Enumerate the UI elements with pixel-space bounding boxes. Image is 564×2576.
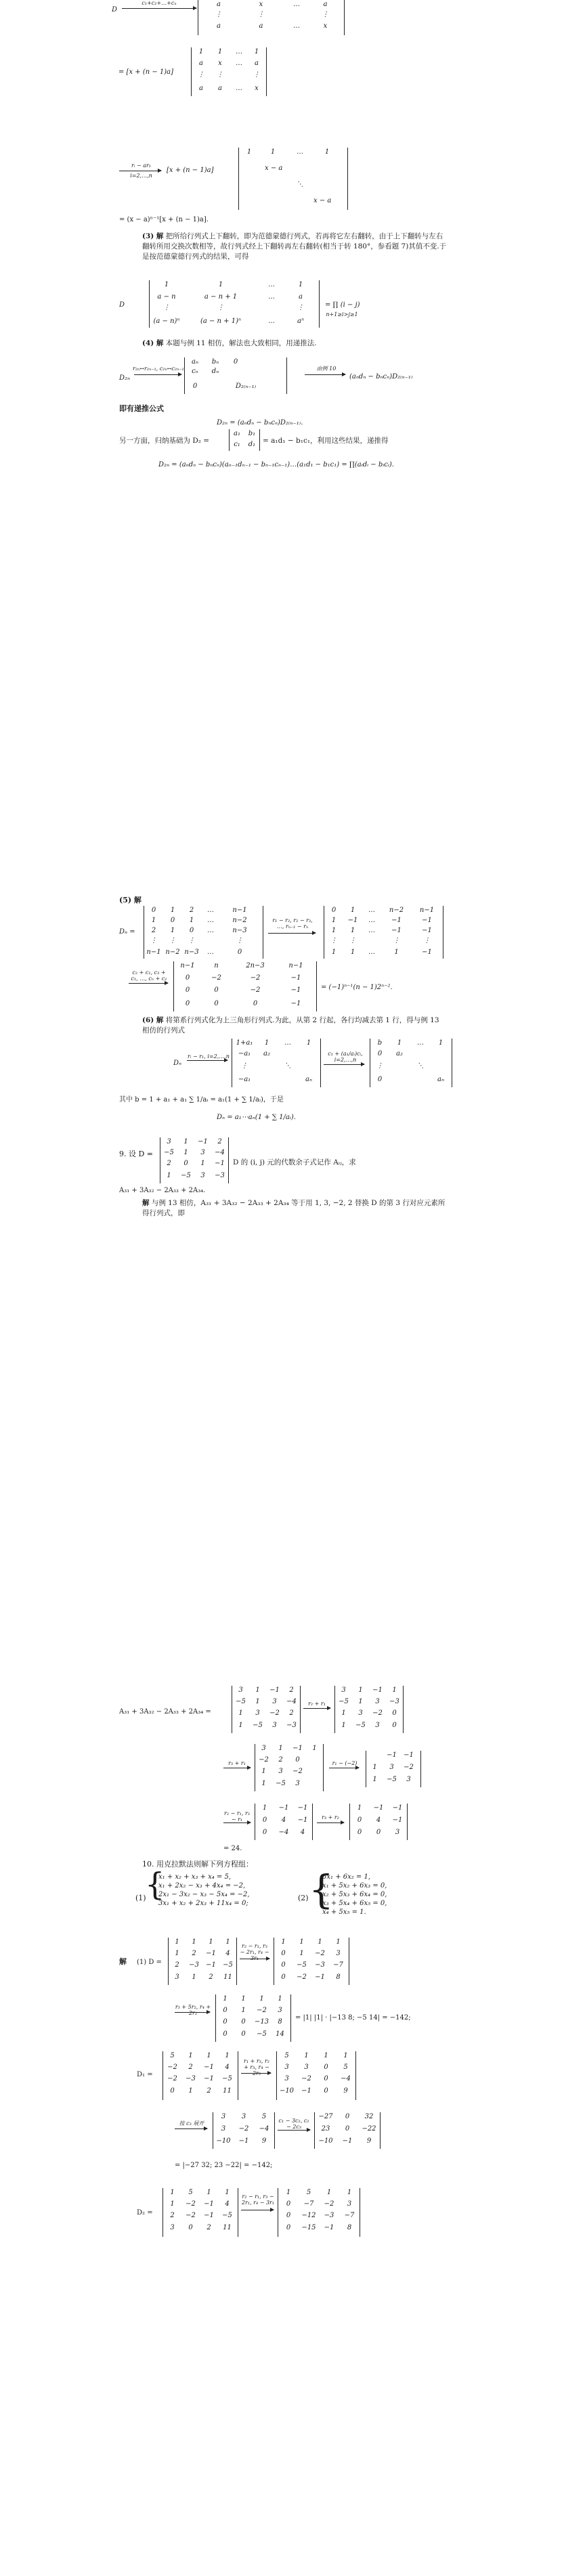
matrix: 1 1 … 1 a x … a ⋮ ⋮ ⋮ a a … x [191, 47, 267, 96]
part-6: (6) 解 将第系行列式化为上三角形行列式.为此，从第 2 行起，各行均减去第 1 行，得与例 13 相仿的行列式 [142, 1016, 439, 1034]
matrix: 0 1 … n−2 n−1 1 −1 … −1 −1 1 1 … −1 −1 ⋮ ⋮ ⋮ ⋮ 1 1 … 1 −1 [324, 906, 443, 959]
part-3: (3) 解 把所给行列式上下翻转，即为范德蒙德行列式，若再将它左右翻转，由于上下翻转与左右翻转所用交换次数相等，故行列式经上下翻转再左右翻转(相当于转 180°，参看题 7)其值不变.于是按范德蒙德行列式的结果，可得 [142, 232, 447, 261]
matrix: 1 1 1 1 1 2 −1 4 2 −3 −1 −5 3 1 2 11 [168, 1938, 237, 1985]
p6-lhs: Dₙ [173, 1060, 182, 1067]
arrow [324, 1064, 364, 1065]
calc9-result: = 24. [223, 1845, 242, 1852]
op2b: i=2,…,n [130, 173, 152, 179]
matrix: 1 1 1 1 0 1 −2 3 0 0 −13 8 0 0 −5 14 [215, 1994, 291, 2042]
arrow [187, 1060, 227, 1061]
matrix: 1+a₁ 1 … 1 −a₁ a₂ ⋮ ⋱ −a₁ aₙ [232, 1039, 321, 1087]
arrow [241, 2073, 271, 2074]
matrix: a x … a ⋮ ⋮ ⋮ a a … x [198, 0, 345, 35]
final-product: D₂ₙ = (aₙdₙ − bₙcₙ)(aₙ₋₁dₙ₋₁ − bₙ₋₁cₙ₋₁)…(a₁d₁ − b₁c₁) = ∏(aᵢdᵢ − bᵢcᵢ). [158, 461, 394, 468]
arrow [305, 374, 345, 375]
p6-op1: rᵢ − r₁, i=2,…,n [188, 1053, 230, 1060]
matrix: 3 1 −1 1 −2 2 0 1 3 −2 1 −5 3 [255, 1744, 324, 1791]
matrix: 1 1 … 1 x − a ⋱ x − a [238, 148, 348, 210]
sol10-mid: = |1| |1| · |−13 8; −5 14| = −142; [295, 2014, 411, 2022]
matrix: 3 1 −1 2 −5 1 3 −4 1 3 −2 2 1 −5 3 −3 [232, 1686, 301, 1733]
matrix: 1 5 1 1 0 −7 −2 3 0 −12 −3 −7 0 −15 −1 8 [278, 2188, 360, 2237]
p5-label: (5) 解 [119, 896, 142, 904]
arrow [122, 8, 196, 9]
sol10-op2: r₃ + 5r₂, r₄ + 2r₂ [175, 2004, 211, 2016]
block-matrix: aₙ bₙ 0 cₙ dₙ 0 D₂₍ₙ₋₁₎ [184, 357, 287, 394]
q9-label: 9. 设 D = [119, 1150, 154, 1158]
sol10-op5: c₁ − 3c₂, c₂ − 2c₃ [278, 2118, 309, 2130]
system-1: x₁ + x₂ + x₃ + x₄ = 5, x₁ + 2x₂ − x₃ + 4x₄ = −2, 2x₁ − 3x₂ − x₃ − 5x₄ = −2, 3x₁ + x₂ + 2x₃ + 11x₄ = 0; [158, 1873, 250, 1907]
sol10-d-lhs: (1) D = [137, 1959, 162, 1966]
op2: rᵢ − ar₁ [131, 162, 152, 169]
matrix: 1 1 1 1 0 1 −2 3 0 −5 −3 −7 0 −2 −1 8 [274, 1938, 349, 1985]
induct-text: 另一方面，归纳基础为 D₂ = [119, 437, 210, 445]
recur-intro: 即有递推公式 [119, 404, 164, 413]
p3-rhs-sub: n+1≥i>j≥1 [326, 311, 358, 318]
sol10-op3: r₁ + r₃, r₂ + r₃, r₄ − 2r₃ [244, 2058, 269, 2076]
arrow [278, 2130, 310, 2131]
matrix: 5 1 1 1 −2 2 −1 4 −2 −3 −1 −5 0 1 2 11 [162, 2051, 238, 2100]
q9-expr: A₃₁ + 3A₃₂ − 2A₃₃ + 2A₃₄. [119, 1187, 206, 1194]
p4-lhs: D₂ₙ [119, 374, 131, 382]
p4-tail-op: 由例 10 [316, 366, 337, 372]
arrow [223, 1822, 251, 1823]
sol10-op6: r₂ − r₁, r₃ − 2r₁, r₄ − 3r₁ [241, 2193, 275, 2206]
sol10-op4: 按 c₃ 展开 [179, 2120, 204, 2126]
p4-op: r₂ₙ↔r₂ₙ₋₁, c₂ₙ↔c₂ₙ₋₁ [133, 366, 184, 372]
p6-final: Dₙ = a₁⋯aₙ(1 + ∑ 1/aᵢ). [217, 1114, 296, 1121]
q9-text: D 的 (i, j) 元的代数余子式记作 Aᵢⱼ，求 [233, 1158, 356, 1166]
q10-s1-label: (1) [135, 1894, 146, 1902]
line2-lhs: = [x + (n − 1)a] [118, 68, 174, 76]
calc9-op3: r₁ − (−2) [332, 1760, 357, 1766]
induct-text-2: = a₁d₁ − b₁c₁，利用这些结果，递推得 [263, 437, 389, 445]
p3-lhs: D [119, 301, 125, 309]
op-label: c₁+c₂+…+cₙ [142, 0, 177, 6]
sol10-d2-lhs: D₂ = [137, 2209, 153, 2217]
sol10-op1: r₂ − r₁, r₃ − 2r₁, r₄ − 3r₁ [240, 1943, 269, 1961]
matrix: b 1 … 1 0 a₂ ⋮ ⋱ 0 aₙ [370, 1039, 452, 1087]
matrix: 3 3 5 3 −2 −4 −10 −1 9 [213, 2112, 275, 2149]
recur-formula: D₂ₙ = (aₙdₙ − bₙcₙ)D₂₍ₙ₋₁₎. [217, 419, 303, 427]
sol10-fin: = |−27 32; 23 −22| = −142; [175, 2162, 273, 2169]
calc9-op5: r₃ + r₂ [322, 1814, 339, 1820]
matrix: 1 −1 −1 0 4 −1 0 −4 4 [255, 1804, 313, 1840]
sol10-label: 解 [119, 1957, 127, 1966]
matrix: 3 1 −1 1 −5 1 3 −3 1 3 −2 0 1 −5 3 0 [334, 1686, 404, 1733]
p6-mid: 其中 b = 1 + a₁ + a₁ ∑ 1/aᵢ = a₁(1 + ∑ 1/aᵢ)，于是 [119, 1096, 284, 1104]
matrix: 5 1 1 1 3 3 0 5 3 −2 0 −4 −10 −1 0 9 [276, 2051, 356, 2100]
arrow [134, 374, 181, 375]
calc9-op2: r₃ + r₁ [228, 1760, 246, 1766]
arrow [175, 2012, 210, 2013]
matrix: −27 0 32 23 0 −22 −10 −1 9 [314, 2112, 381, 2149]
calc9-op4: r₂ − r₁, r₃ − r₁ [224, 1810, 250, 1822]
sol10-d1-lhs: D₁ = [137, 2071, 153, 2078]
arrow [268, 933, 316, 934]
q9-answer: 解 与例 13 相仿，A₃₁ + 3A₃₂ − 2A₃₃ + 2A₃₄ 等于用 1, 3, −2, 2 替换 D 的第 3 行对应元素所得行列式，即 [142, 1199, 446, 1217]
p3-rhs: = ∏ (i − j) [325, 301, 360, 309]
base-matrix: a₁ b₁ c₁ d₁ [229, 429, 260, 451]
q10-label: 10. 用克拉默法则解下列方程组： [142, 1860, 253, 1869]
dn-label: D [112, 6, 118, 14]
p4-tail: (aₙdₙ − bₙcₙ)D₂₍ₙ₋₁₎ [349, 373, 413, 380]
arrow [303, 1708, 330, 1709]
part-4: (4) 解 本题与例 11 相仿，解法也大致相同，用递推法. [142, 339, 317, 347]
matrix: 0 1 2 … n−1 1 0 1 … n−2 2 1 0 … n−3 ⋮ ⋮ ⋮ ⋮ n−1 n−2 n−3 … 0 [144, 906, 263, 959]
matrix: −1 −1 1 3 −2 1 −5 3 [366, 1751, 421, 1787]
q10-s2-label: (2) [298, 1894, 309, 1902]
q9-matrix: 3 1 −1 2 −5 1 3 −4 2 0 1 −1 1 −5 3 −3 [160, 1137, 229, 1183]
p6-op2: c₁ + (a₁/aᵢ)cᵢ, i=2,…,n [328, 1051, 363, 1063]
arrow [317, 1822, 344, 1823]
arrow [129, 983, 168, 984]
system-2: 5x₁ + 6x₂ = 1, x₁ + 5x₂ + 6x₃ = 0, x₂ + 5x₃ + 6x₄ = 0, x₃ + 5x₄ + 6x₅ = 0, x₄ + 5x₅ = 1. [322, 1873, 387, 1916]
brace: { [145, 1866, 165, 1902]
p5-op2: c₂ + c₁, c₃ + c₁, …, cₙ + c₁ [131, 969, 167, 982]
calc9-lhs: A₃₁ + 3A₃₂ − 2A₃₃ + 2A₃₄ = [119, 1708, 211, 1716]
p5-lhs: Dₙ = [119, 928, 135, 936]
triangular-matrix: n−1 n 2n−3 n−1 0 −2 −2 −1 0 0 −2 −1 0 0 0 −1 [173, 961, 317, 1011]
matrix: 1 −1 −1 0 4 −1 0 0 3 [349, 1804, 408, 1840]
calc9-op1: r₂ + r₁ [308, 1701, 326, 1707]
line4: = (x − a)ⁿ⁻¹[x + (n − 1)a]. [119, 216, 209, 223]
brace: { [309, 1866, 334, 1913]
vandermonde-matrix: 1 1 … 1 a − n a − n + 1 … a ⋮ ⋮ ⋮ (a − n)ⁿ (a − n + 1)ⁿ … aⁿ [149, 280, 320, 328]
p5-result: = (−1)ⁿ⁻¹(n − 1)2ⁿ⁻². [321, 984, 393, 991]
matrix: 1 5 1 1 1 −2 −1 4 2 −2 −1 −5 3 0 2 11 [162, 2188, 238, 2237]
p5-op1: r₁ − r₂, r₂ − r₃, …, rₙ₋₁ − rₙ [272, 917, 313, 930]
line3-lhs: [x + (n − 1)a] [167, 167, 214, 174]
